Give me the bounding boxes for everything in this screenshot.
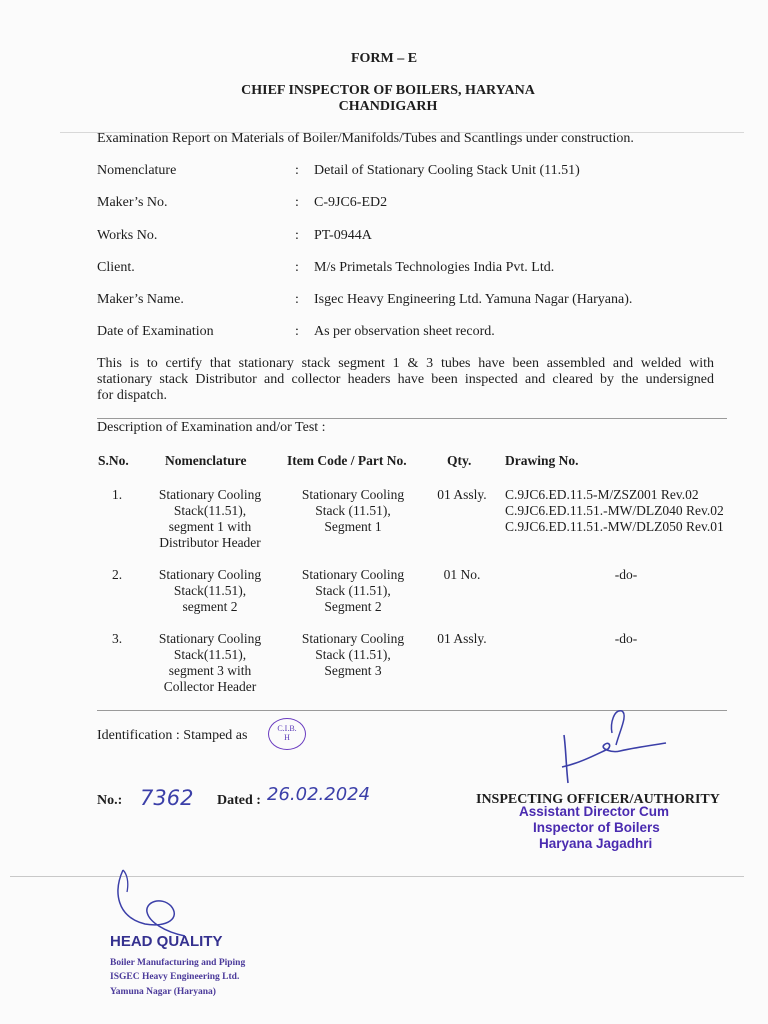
certificate-line: for dispatch. (97, 388, 167, 403)
item-code-line: Segment 2 (324, 599, 382, 614)
authority-line-1: CHIEF INSPECTOR OF BOILERS, HARYANA (241, 83, 535, 98)
number-value: 7362 (140, 786, 194, 810)
seal-text: C.I.B. (277, 724, 297, 733)
field-value: Detail of Stationary Cooling Stack Unit (11.51) (314, 163, 580, 178)
cib-stamp-seal (268, 718, 306, 750)
sno-cell: 2. (111, 567, 123, 582)
drawing-line: C.9JC6.ED.11.5-M/ZSZ001 Rev.02 (505, 487, 699, 502)
field-value: Isgec Heavy Engineering Ltd. Yamuna Nagar (Haryana). (314, 292, 633, 307)
number-label: No.: (97, 793, 123, 808)
seal-text: H (284, 733, 290, 742)
certificate-line: stationary stack Distributor and collector headers have been inspected and cleared by the undersigned (97, 372, 714, 387)
drawing-line: -do- (614, 567, 638, 582)
certificate-line: This is to certify that stationary stack segment 1 & 3 tubes have been assembled and welded with (97, 356, 714, 371)
field-value: M/s Primetals Technologies India Pvt. Ltd. (314, 260, 555, 275)
drawing-line: -do- (614, 631, 638, 646)
nomenclature-line: segment 3 with (168, 663, 252, 678)
section-divider (97, 418, 727, 419)
column-header: S.No. (98, 453, 129, 468)
column-header: Drawing No. (505, 453, 579, 468)
item-code-line: Stationary Cooling (301, 631, 405, 646)
inspecting-officer-title: INSPECTING OFFICER/AUTHORITY (476, 792, 720, 807)
nomenclature-line: Distributor Header (159, 535, 261, 550)
nomenclature-line: Collector Header (163, 679, 257, 694)
head-quality-line: Yamuna Nagar (Haryana) (110, 987, 216, 997)
field-label: Client. (97, 260, 135, 275)
sno-cell: 1. (111, 487, 123, 502)
nomenclature-line: segment 2 (182, 599, 238, 614)
head-quality-title: HEAD QUALITY (110, 933, 223, 950)
field-separator: : (295, 228, 299, 243)
sno-cell: 3. (111, 631, 123, 646)
officer-stamp-line: Assistant Director Cum (519, 804, 670, 819)
field-label: Date of Examination (97, 324, 214, 339)
field-label: Nomenclature (97, 163, 177, 178)
head-quality-line: Boiler Manufacturing and Piping (110, 958, 246, 968)
column-header: Qty. (447, 453, 472, 468)
nomenclature-line: Stack(11.51), (173, 583, 247, 598)
item-code-line: Stationary Cooling (301, 487, 405, 502)
field-separator: : (295, 195, 299, 210)
nomenclature-line: Stationary Cooling (158, 567, 262, 582)
officer-stamp-line: Inspector of Boilers (533, 820, 660, 835)
report-title: Examination Report on Materials of Boiler/Manifolds/Tubes and Scantlings under construction. (97, 131, 634, 146)
nomenclature-line: Stationary Cooling (158, 487, 262, 502)
inspector-signature (550, 705, 680, 790)
field-value: PT-0944A (314, 228, 372, 243)
field-value: As per observation sheet record. (314, 324, 495, 339)
form-title: FORM – E (350, 51, 418, 66)
column-header: Nomenclature (165, 453, 247, 468)
nomenclature-line: Stationary Cooling (158, 631, 262, 646)
identification-label: Identification : Stamped as (97, 728, 248, 743)
item-code-line: Stack (11.51), (315, 583, 391, 598)
field-separator: : (295, 292, 299, 307)
qty-cell: 01 Assly. (437, 487, 487, 502)
nomenclature-line: segment 1 with (168, 519, 252, 534)
description-label: Description of Examination and/or Test : (97, 420, 326, 435)
qty-cell: 01 No. (443, 567, 481, 582)
authority-line-2: CHANDIGARH (338, 99, 438, 114)
item-code-line: Stack (11.51), (315, 503, 391, 518)
item-code-line: Stack (11.51), (315, 647, 391, 662)
field-label: Maker’s No. (97, 195, 168, 210)
field-label: Works No. (97, 228, 158, 243)
officer-stamp-line: Haryana Jagadhri (539, 836, 653, 851)
drawing-line: C.9JC6.ED.11.51.-MW/DLZ050 Rev.01 (505, 519, 724, 534)
item-code-line: Segment 3 (324, 663, 382, 678)
field-separator: : (295, 324, 299, 339)
field-separator: : (295, 260, 299, 275)
nomenclature-line: Stack(11.51), (173, 503, 247, 518)
qty-cell: 01 Assly. (437, 631, 487, 646)
item-code-line: Stationary Cooling (301, 567, 405, 582)
field-separator: : (295, 163, 299, 178)
nomenclature-line: Stack(11.51), (173, 647, 247, 662)
item-code-line: Segment 1 (324, 519, 382, 534)
drawing-line: C.9JC6.ED.11.51.-MW/DLZ040 Rev.02 (505, 503, 724, 518)
head-quality-line: ISGEC Heavy Engineering Ltd. (110, 972, 240, 982)
field-value: C-9JC6-ED2 (314, 195, 388, 210)
column-header: Item Code / Part No. (287, 453, 407, 468)
field-label: Maker’s Name. (97, 292, 184, 307)
dated-label: Dated : (217, 793, 261, 808)
dated-value: 26.02.2024 (267, 784, 371, 805)
